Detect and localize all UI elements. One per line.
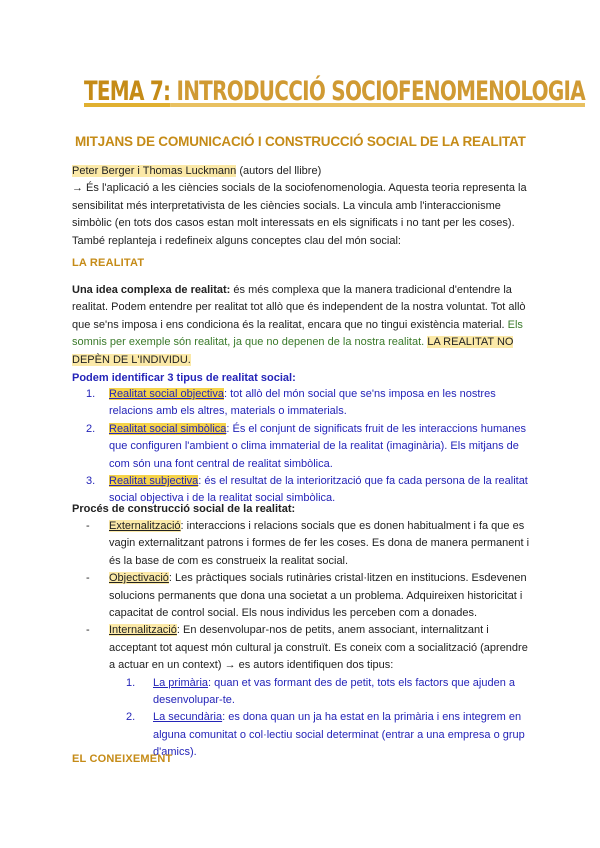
tipus-heading-text: Podem identificar 3 tipus de realitat social: xyxy=(72,372,296,384)
proces-term: Objectivació xyxy=(109,572,169,585)
tipus-text: : És el conjunt de significats fruit de les interaccions humanes que configuren l'ambient o clima immaterial de la realitat (imaginària). Els mitjans de com són una font central de realitat simbòlica. xyxy=(109,422,526,470)
list-number: 3. xyxy=(86,475,96,488)
list-number: 2. xyxy=(86,422,96,435)
proces-text: : En desenvolupar-nos de petits, anem associant, internalitzant i acceptant tot aquest món cultural ja construït. Es coneix com a socialització (aprendre a actuar en un context) → es autors identifiquen dos tipus: xyxy=(109,624,528,672)
list-number: 2. xyxy=(126,711,136,724)
proces-list xyxy=(72,518,532,762)
list-item xyxy=(72,386,532,421)
sub-term: La primària xyxy=(153,676,209,689)
list-item xyxy=(72,518,532,570)
tipus-heading xyxy=(72,370,532,387)
bullet-dash: - xyxy=(86,572,90,585)
realitat-paragraph xyxy=(72,282,532,369)
realitat-lead: Una idea complexa de realitat: xyxy=(72,284,231,296)
proces-term: Externalització xyxy=(109,520,181,532)
bullet-dash: - xyxy=(86,520,90,532)
tipus-text: : és el resultat de la interiorització que fa cada persona de la realitat social objectiva i de la realitat social simbòlica. xyxy=(109,475,528,505)
tipus-term: Realitat social simbòlica xyxy=(109,422,227,435)
subtitle: MITJANS DE COMUNICACIÓ I CONSTRUCCIÓ SOCIAL DE LA REALITAT xyxy=(75,134,526,149)
intro-body: → És l'aplicació a les ciències socials de la sociofenomenologia. Aquesta teoria representa la sensibilitat més interpretativista de les ciències socials. La vincula amb l'interaccionisme simbòlic (en tots dos casos estan molt interessats en els significats i no tant per les coses). També replanteja i redefineix alguns conceptes clau del món social: xyxy=(72,182,527,247)
list-item xyxy=(109,709,532,761)
section-heading-coneixement: EL CONEIXEMENT xyxy=(72,753,173,765)
bullet-dash: - xyxy=(86,624,90,637)
sub-text: : quan et vas formant des de petit, tots els factors que ajuden a desenvolupar-te. xyxy=(153,676,515,707)
proces-text: : interaccions i relacions socials que es donen habitualment i fa que es vagin externalitzant patrons i formes de fer les coses. Es dona de manera permanent i és la base de com es construeix la realitat social. xyxy=(109,520,530,567)
proces-text: : Les pràctiques socials rutinàries cristal·litzen en institucions. Esdevenen solucions permanents que dona una societat a un problema. Adquireixen historicitat i capacitat de control social. Els nous individus les perceben com a donades. xyxy=(109,572,527,620)
sub-text: : es dona quan un ja ha estat en la primària i ens integrem en alguna comunitat o col·lectiu social determinat (entrar a una empresa o grup d'amics). xyxy=(153,711,525,759)
proces-heading-text: Procés de construcció social de la realitat: xyxy=(72,503,296,515)
list-item xyxy=(109,675,532,710)
list-item xyxy=(72,421,532,473)
sub-term: La secundària xyxy=(153,711,223,724)
realitat-example: Els somnis per exemple són realitat, ja que no depenen de la nostra realitat. xyxy=(72,318,523,349)
intro-authors-note: (autors del llibre) xyxy=(236,165,322,177)
realitat-body: és més complexa que la manera tradicional d'entendre la realitat. Podem entendre per realitat tot allò que és independent de la nostra voluntat. Tot allò que se'ns imposa i ens condiciona és la realitat, encara que no tingui existència material. xyxy=(72,284,526,331)
socialitzacio-list xyxy=(109,675,532,762)
realitat-emphasis: LA REALITAT NO DEPÈN DE L'INDIVIDU. xyxy=(72,336,514,366)
tipus-term: Realitat social objectiva xyxy=(109,388,224,400)
intro-paragraph xyxy=(72,163,532,250)
list-item xyxy=(72,622,532,761)
list-item xyxy=(72,570,532,622)
tipus-term: Realitat subjectiva xyxy=(109,475,199,488)
proces-heading xyxy=(72,501,532,518)
tipus-text: : tot allò del món social que se'ns imposa en les nostres relacions amb els altres, materials o immaterials. xyxy=(109,388,496,418)
tipus-list xyxy=(72,386,532,508)
intro-authors: Peter Berger i Thomas Luckmann xyxy=(72,165,237,177)
title-rest: INTRODUCCIÓ SOCIOFENOMENOLOGIA xyxy=(170,76,585,107)
proces-term: Internalització xyxy=(109,624,177,637)
section-heading-realitat: LA REALITAT xyxy=(72,257,145,269)
list-number: 1. xyxy=(126,676,136,689)
page-title xyxy=(84,72,585,112)
title-lead: TEMA 7: xyxy=(84,76,171,107)
list-number: 1. xyxy=(86,388,96,400)
